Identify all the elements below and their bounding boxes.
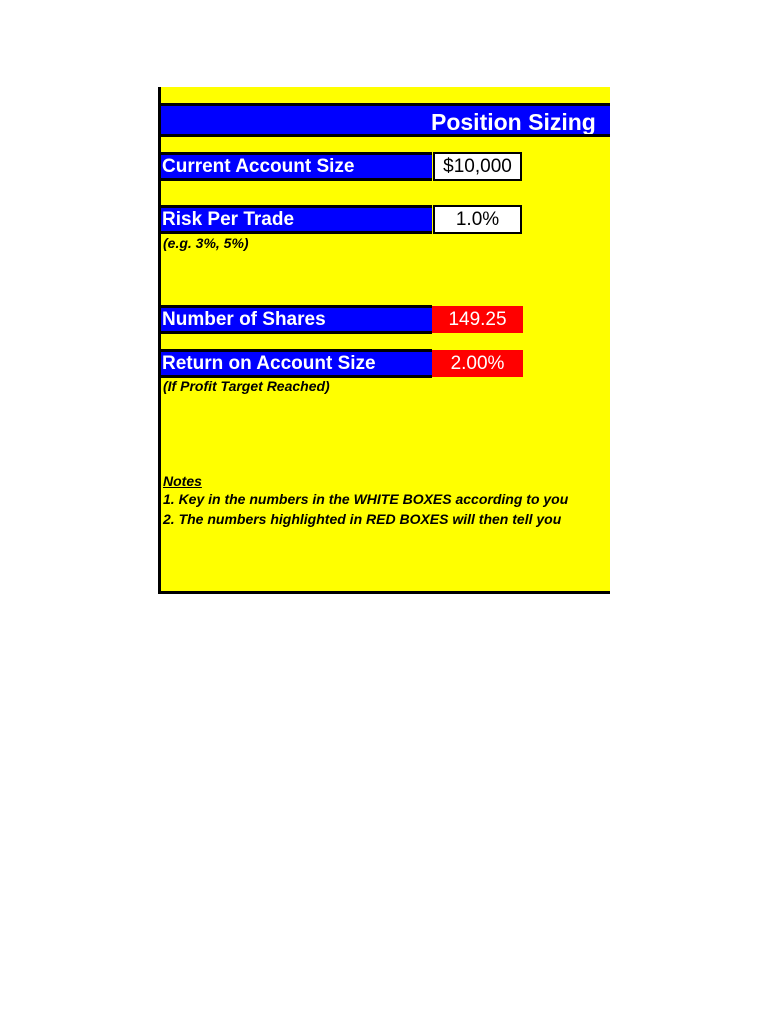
notes-heading: Notes <box>163 473 202 489</box>
risk-per-trade-input[interactable]: 1.0% <box>433 205 522 234</box>
number-of-shares-label: Number of Shares <box>161 305 432 334</box>
account-size-input[interactable]: $10,000 <box>433 152 522 181</box>
note-item-1: 1. Key in the numbers in the WHITE BOXES according to you <box>163 491 569 507</box>
return-on-account-label: Return on Account Size <box>161 349 432 378</box>
account-size-label: Current Account Size <box>161 152 432 181</box>
number-of-shares-output: 149.25 <box>432 306 523 333</box>
return-on-account-hint: (If Profit Target Reached) <box>163 378 330 394</box>
position-sizing-sheet <box>158 87 610 594</box>
risk-per-trade-label: Risk Per Trade <box>161 205 432 234</box>
risk-per-trade-hint: (e.g. 3%, 5%) <box>163 235 249 251</box>
title-bar <box>161 103 610 137</box>
return-on-account-output: 2.00% <box>432 350 523 377</box>
note-item-2: 2. The numbers highlighted in RED BOXES will then tell you <box>163 511 562 527</box>
sheet-title: Position Sizing <box>431 109 596 135</box>
